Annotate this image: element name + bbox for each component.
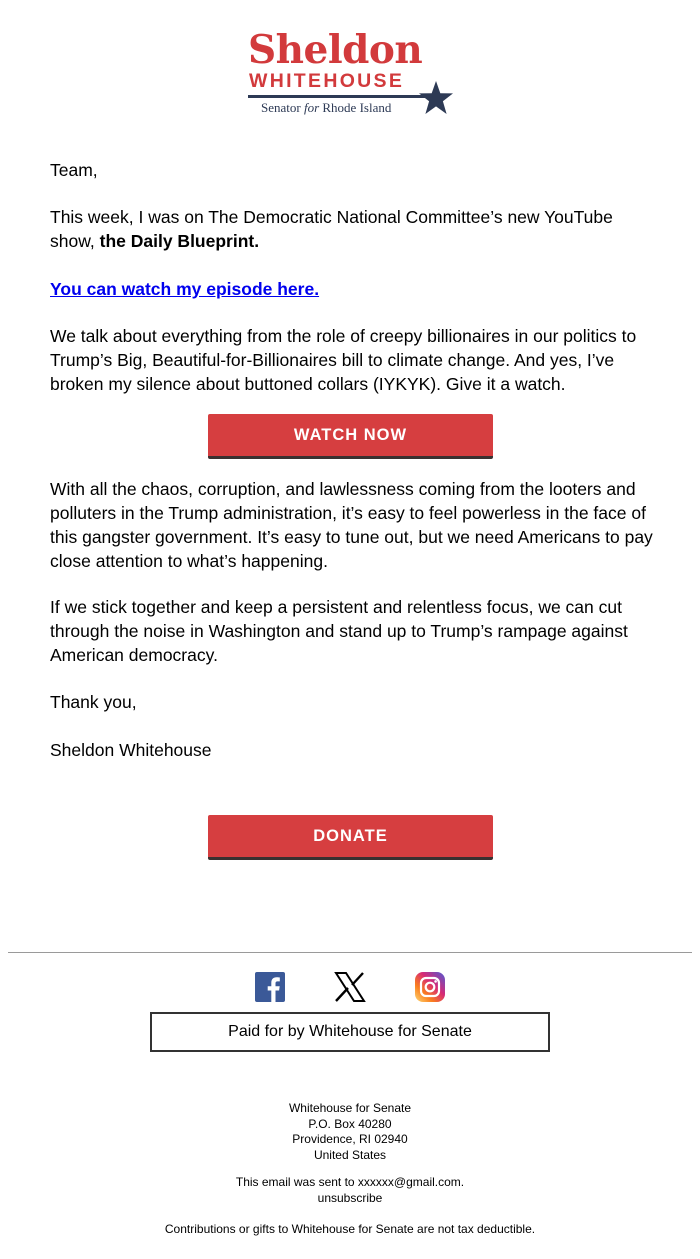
unsubscribe-link[interactable]: unsubscribe [317, 1190, 383, 1205]
logo-last-name: WHITEHOUSE [249, 70, 405, 92]
sender-logo [238, 28, 462, 120]
footer-divider [8, 952, 692, 953]
tax-disclaimer: Contributions or gifts to Whitehouse for Senate are not tax deductible. [164, 1222, 536, 1236]
facebook-icon[interactable] [254, 971, 286, 1003]
instagram-icon[interactable] [414, 971, 446, 1003]
watch-episode-link[interactable]: You can watch my episode here. [50, 279, 320, 299]
recipient-info [0, 1175, 700, 1206]
address-line: Providence, RI 02940 [292, 1132, 408, 1146]
paragraph-intro [50, 205, 655, 253]
logo-tag-senator: Senator [261, 100, 301, 115]
star-icon [418, 80, 454, 116]
x-icon[interactable] [334, 971, 366, 1003]
watch-now-button[interactable]: WATCH NOW [208, 414, 493, 459]
show-name: the Daily Blueprint. [99, 231, 260, 251]
donate-button[interactable]: DONATE [208, 815, 493, 860]
mailing-address [0, 1101, 700, 1163]
watch-link-line [50, 277, 655, 301]
paragraph-topics: We talk about everything from the role of creepy billionaires in our politics to Trump’s Big, Beautiful-for-Billionaires bill to climate change. And yes, I’ve broken my silence about buttoned collars (IYKYK). Give it a watch. [50, 326, 637, 394]
greeting: Team, [50, 160, 98, 180]
closing: Thank you, [50, 692, 137, 712]
paragraph-chaos: With all the chaos, corruption, and lawlessness coming from the looters and polluters in the Trump administration, it’s easy to feel powerless in the face of this gangster government. It’s easy to tune out, but we need Americans to pay close attention to what’s happening. [50, 479, 653, 571]
address-line: United States [313, 1147, 387, 1162]
paid-for-disclaimer: Paid for by Whitehouse for Senate [150, 1012, 550, 1052]
logo-tag-for: for [303, 100, 320, 115]
sent-to-text: This email was sent to xxxxxx@gmail.com. [235, 1175, 465, 1189]
logo-rule [248, 95, 426, 98]
logo-first-name: Sheldon [248, 27, 423, 73]
intro-text: This week, I was on The Democratic National Committee’s new YouTube show, [50, 207, 613, 251]
paragraph-together: If we stick together and keep a persistent and relentless focus, we can cut through the noise in Washington and stand up to Trump’s rampage against American democracy. [50, 597, 628, 665]
signature: Sheldon Whitehouse [50, 740, 212, 760]
address-line: P.O. Box 40280 [308, 1116, 392, 1131]
logo-tag-state: Rhode Island [322, 100, 392, 115]
address-line: Whitehouse for Senate [288, 1101, 412, 1115]
logo-tagline [261, 100, 391, 116]
